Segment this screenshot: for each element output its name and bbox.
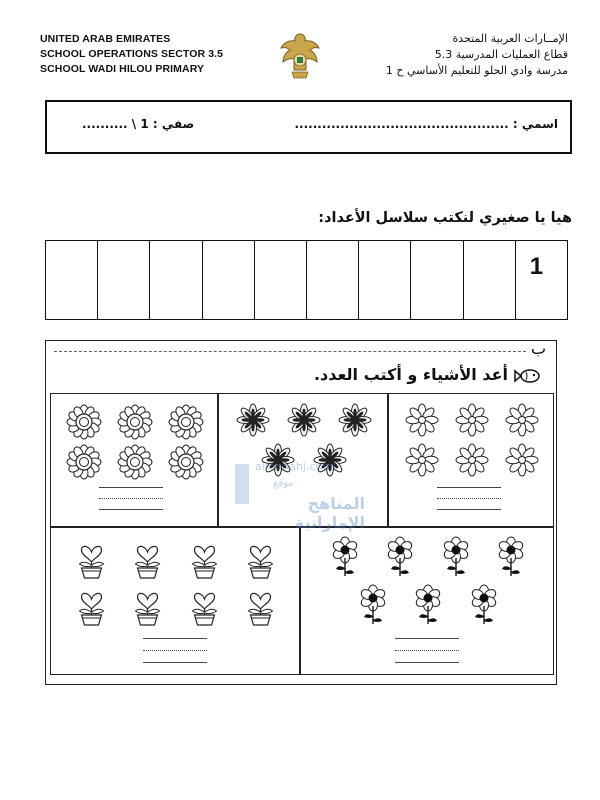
flower-group <box>397 400 547 480</box>
potted-heart-flower-icon <box>124 536 171 583</box>
sequence-cell[interactable] <box>515 241 567 319</box>
answer-line[interactable] <box>143 638 207 639</box>
answer-line-dotted[interactable] <box>395 650 459 651</box>
number-sequence-grid <box>45 240 568 320</box>
sunflower-icon <box>115 442 155 482</box>
black-center-flower-icon <box>460 584 508 632</box>
site-watermark <box>235 458 365 532</box>
star-flower-icon <box>335 400 375 440</box>
potted-heart-flower-icon <box>237 536 284 583</box>
star-flower-icon <box>284 400 324 440</box>
answer-line[interactable] <box>99 487 163 488</box>
sequence-cell[interactable] <box>97 241 149 319</box>
sequence-cell[interactable] <box>149 241 201 319</box>
potted-heart-flower-icon <box>124 583 171 630</box>
school-header-arabic <box>386 31 568 79</box>
worksheet-top-line <box>54 351 526 352</box>
header-line-country: UNITED ARAB EMIRATES <box>40 33 171 45</box>
student-info-box <box>45 100 572 154</box>
black-center-flower-icon <box>376 536 424 584</box>
answer-line[interactable] <box>99 509 163 510</box>
sequence-cell-value: 1 <box>529 253 544 280</box>
watermark-site-name: المناهج الإماراتية <box>294 494 365 532</box>
daisy-icon <box>452 440 492 480</box>
worksheet-title: أعد الأشياء و أكتب العدد. <box>313 365 508 384</box>
answer-line-dotted[interactable] <box>143 650 207 651</box>
answer-line[interactable] <box>437 487 501 488</box>
potted-heart-flower-icon <box>181 583 228 630</box>
watermark-site-label: موقع <box>273 478 294 489</box>
potted-heart-flower-icon <box>237 583 284 630</box>
daisy-icon <box>452 400 492 440</box>
class-field[interactable]: صفي : 1 \ .......... <box>82 117 195 131</box>
potted-heart-flower-icon <box>68 536 115 583</box>
sequence-cell[interactable] <box>254 241 306 319</box>
school-header-english <box>40 32 223 77</box>
black-center-flower-icon <box>321 536 369 584</box>
header-line-sector: SCHOOL OPERATIONS SECTOR 3.5 <box>40 48 224 60</box>
count-box-potted-flowers <box>50 527 300 675</box>
uae-falcon-emblem-icon <box>278 30 322 82</box>
count-box-sunflowers <box>50 393 218 527</box>
sequence-cell[interactable] <box>410 241 462 319</box>
answer-line-dotted[interactable] <box>437 498 501 499</box>
sequence-cell[interactable] <box>202 241 254 319</box>
sequence-cell[interactable] <box>46 241 97 319</box>
header-line-school: SCHOOL WADI HILOU PRIMARY <box>40 63 205 75</box>
answer-line-dotted[interactable] <box>99 498 163 499</box>
flower-group <box>59 402 211 482</box>
black-center-flower-icon <box>432 536 480 584</box>
fish-icon <box>514 367 542 385</box>
sunflower-icon <box>115 402 155 442</box>
header-line-sector-ar: قطاع العمليات المدرسية 5.3 <box>434 48 568 61</box>
flower-group <box>317 536 539 632</box>
sunflower-icon <box>64 442 104 482</box>
flower-group <box>63 536 289 630</box>
answer-line[interactable] <box>143 662 207 663</box>
sunflower-icon <box>166 402 206 442</box>
potted-heart-flower-icon <box>181 536 228 583</box>
daisy-icon <box>402 440 442 480</box>
answer-line[interactable] <box>437 509 501 510</box>
black-center-flower-icon <box>349 584 397 632</box>
daisy-icon <box>502 400 542 440</box>
potted-heart-flower-icon <box>68 583 115 630</box>
black-center-flower-icon <box>404 584 452 632</box>
daisy-icon <box>502 440 542 480</box>
header-line-school-ar: مدرسة وادي الحلو للتعليم الأساسي ح 1 <box>385 64 568 77</box>
sequence-cell[interactable] <box>463 241 515 319</box>
count-box-daisies <box>388 393 554 527</box>
header-line-country-ar: الإمــارات العربية المتحدة <box>452 32 568 45</box>
star-flower-icon <box>233 400 273 440</box>
black-center-flower-icon <box>487 536 535 584</box>
sequence-cell[interactable] <box>358 241 410 319</box>
sunflower-icon <box>64 402 104 442</box>
name-field[interactable]: اسمي : ............................................... <box>294 117 558 131</box>
answer-line[interactable] <box>395 638 459 639</box>
watermark-url: almanahj.com <box>255 460 333 473</box>
count-box-black-flowers <box>300 527 554 675</box>
sequence-cell[interactable] <box>306 241 358 319</box>
sunflower-icon <box>166 442 206 482</box>
answer-line[interactable] <box>395 662 459 663</box>
sequence-instruction: هيا يا صغيري لنكتب سلاسل الأعداد: <box>318 210 572 226</box>
worksheet-corner-mark: ب <box>530 339 546 358</box>
daisy-icon <box>402 400 442 440</box>
